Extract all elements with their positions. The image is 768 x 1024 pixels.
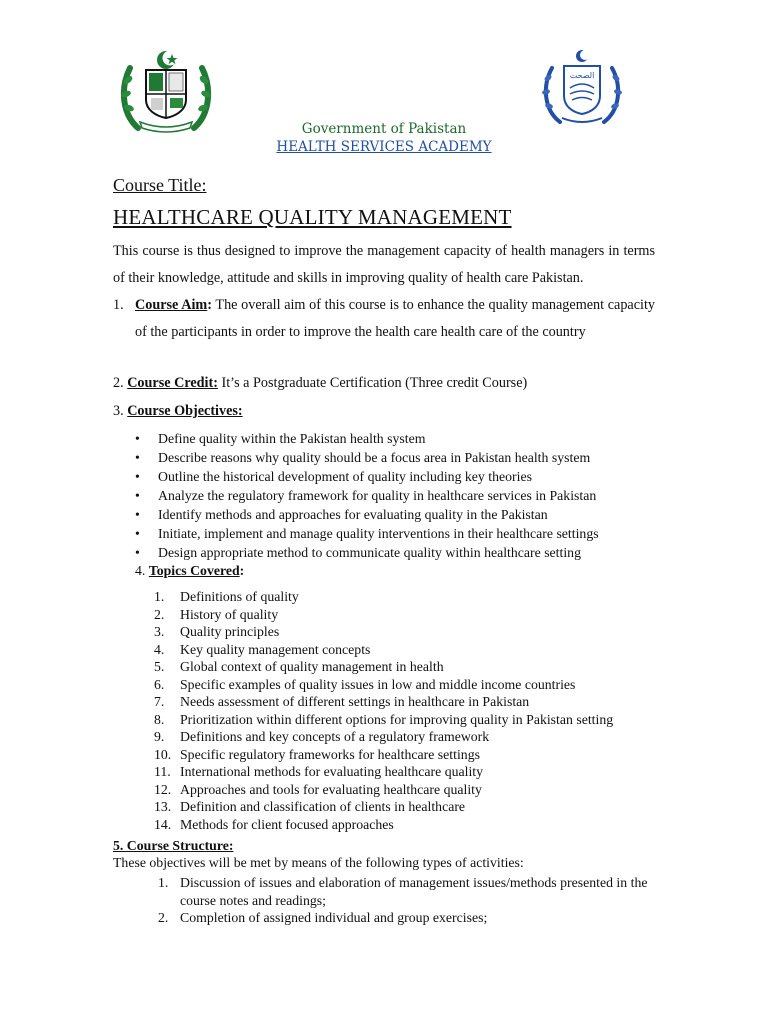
objective-item: • Describe reasons why quality should be a focus area in Pakistan health system: [135, 448, 599, 467]
topic-number: 9.: [154, 729, 165, 744]
objective-item: • Define quality within the Pakistan health system: [135, 429, 599, 448]
topics-covered-label: Topics Covered: [148, 563, 240, 578]
topic-item: [154, 606, 613, 624]
topic-number: 13.: [154, 799, 172, 814]
topic-text: Methods for client focused approaches: [180, 816, 394, 832]
topic-item: [154, 763, 613, 781]
activity-item: [158, 909, 658, 927]
section-number: 4.: [135, 563, 149, 578]
topic-text: Specific regulatory frameworks for healthcare settings: [180, 746, 480, 762]
course-aim-section: [113, 292, 655, 346]
course-credit-label: Course Credit:: [127, 375, 218, 391]
course-structure-heading: [113, 838, 233, 854]
course-title-label: Course Title:: [113, 175, 207, 195]
topic-item: [154, 693, 613, 711]
topics-list: [154, 588, 613, 833]
topic-item: [154, 623, 613, 641]
topic-text: Definitions of quality: [180, 589, 299, 604]
topic-text: Specific examples of quality issues in low and middle income countries: [180, 676, 576, 692]
topic-item: [154, 746, 613, 764]
course-aim-text: The overall aim of this course is to enhance the quality management capacity of the participants in order to improve the health care health care of the country: [135, 297, 655, 340]
activity-number: 2.: [158, 910, 169, 925]
topic-item: [154, 658, 613, 676]
topic-text: International methods for evaluating healthcare quality: [180, 764, 484, 779]
topic-text: Definitions and key concepts of a regulatory framework: [180, 729, 490, 744]
topic-item: [154, 676, 613, 694]
topic-item: [154, 781, 613, 799]
academy-heading: HEALTH SERVICES ACADEMY: [276, 139, 492, 155]
topic-number: 8.: [154, 711, 165, 727]
topic-text: Quality principles: [180, 624, 280, 639]
government-heading: Government of Pakistan: [301, 121, 467, 137]
topic-number: 5.: [154, 659, 165, 674]
objective-item: • Outline the historical development of quality including key theories: [135, 467, 599, 486]
topic-number: 14.: [154, 816, 172, 832]
right-emblem-text: الصحت: [569, 71, 595, 80]
course-credit-text: It’s a Postgraduate Certification (Three credit Course): [217, 375, 528, 391]
course-title: HEALTHCARE QUALITY MANAGEMENT: [113, 205, 512, 229]
section-number: 3.: [113, 403, 128, 419]
topic-text: Definition and classification of clients in healthcare: [180, 799, 466, 814]
course-aim-colon: :: [207, 297, 212, 313]
topic-number: 2.: [154, 606, 165, 622]
course-aim-paragraph: [135, 292, 655, 346]
objective-item: • Analyze the regulatory framework for quality in healthcare services in Pakistan: [135, 486, 599, 505]
topic-number: 1.: [154, 589, 165, 604]
topic-text: Needs assessment of different settings in healthcare in Pakistan: [180, 694, 530, 709]
objective-item: • Design appropriate method to communicate quality within healthcare setting: [135, 543, 599, 562]
course-aim-label: Course Aim: [135, 297, 208, 313]
topic-item: [154, 798, 613, 816]
topics-covered-colon: :: [239, 563, 245, 578]
topic-text: Prioritization within different options for improving quality in Pakistan setting: [180, 711, 614, 727]
objectives-list: [135, 429, 599, 562]
topic-item: [154, 728, 613, 746]
activity-item: [158, 874, 658, 909]
topic-number: 11.: [154, 764, 171, 779]
topic-number: 6.: [154, 676, 165, 692]
topic-item: [154, 711, 613, 729]
topic-number: 12.: [154, 781, 172, 797]
section-number: 1.: [113, 297, 124, 313]
activity-number: 1.: [158, 875, 169, 890]
course-credit-section: [113, 375, 527, 392]
topic-number: 10.: [154, 746, 172, 762]
activity-text: Discussion of issues and elaboration of management issues/methods presented in the course notes and readings;: [180, 875, 648, 908]
topic-number: 4.: [154, 641, 165, 657]
activity-text: Completion of assigned individual and group exercises;: [180, 910, 488, 925]
course-structure-label: 5. Course Structure:: [113, 838, 234, 853]
topic-item: [154, 588, 613, 606]
course-intro-paragraph: This course is thus designed to improve the management capacity of health managers in terms of their knowledge, attitude and skills in improving quality of health care Pakistan.: [113, 243, 655, 286]
topic-text: History of quality: [180, 606, 279, 622]
topic-number: 3.: [154, 624, 165, 639]
topic-number: 7.: [154, 694, 165, 709]
topic-item: [154, 816, 613, 834]
topic-text: Approaches and tools for evaluating healthcare quality: [180, 781, 482, 797]
topic-text: Global context of quality management in health: [180, 659, 444, 674]
course-objectives-label: Course Objectives:: [127, 403, 243, 419]
course-structure-intro: These objectives will be met by means of the following types of activities:: [113, 855, 524, 870]
topics-covered-heading: [135, 563, 244, 579]
health-services-academy-emblem-icon: [536, 48, 628, 128]
topic-item: [154, 641, 613, 659]
topic-text: Key quality management concepts: [180, 641, 371, 657]
course-objectives-heading: [113, 403, 243, 420]
activities-list: [158, 874, 658, 927]
objective-item: • Identify methods and approaches for evaluating quality in the Pakistan: [135, 505, 599, 524]
section-number: 2.: [113, 375, 128, 391]
objective-item: • Initiate, implement and manage quality interventions in their healthcare settings: [135, 524, 599, 543]
